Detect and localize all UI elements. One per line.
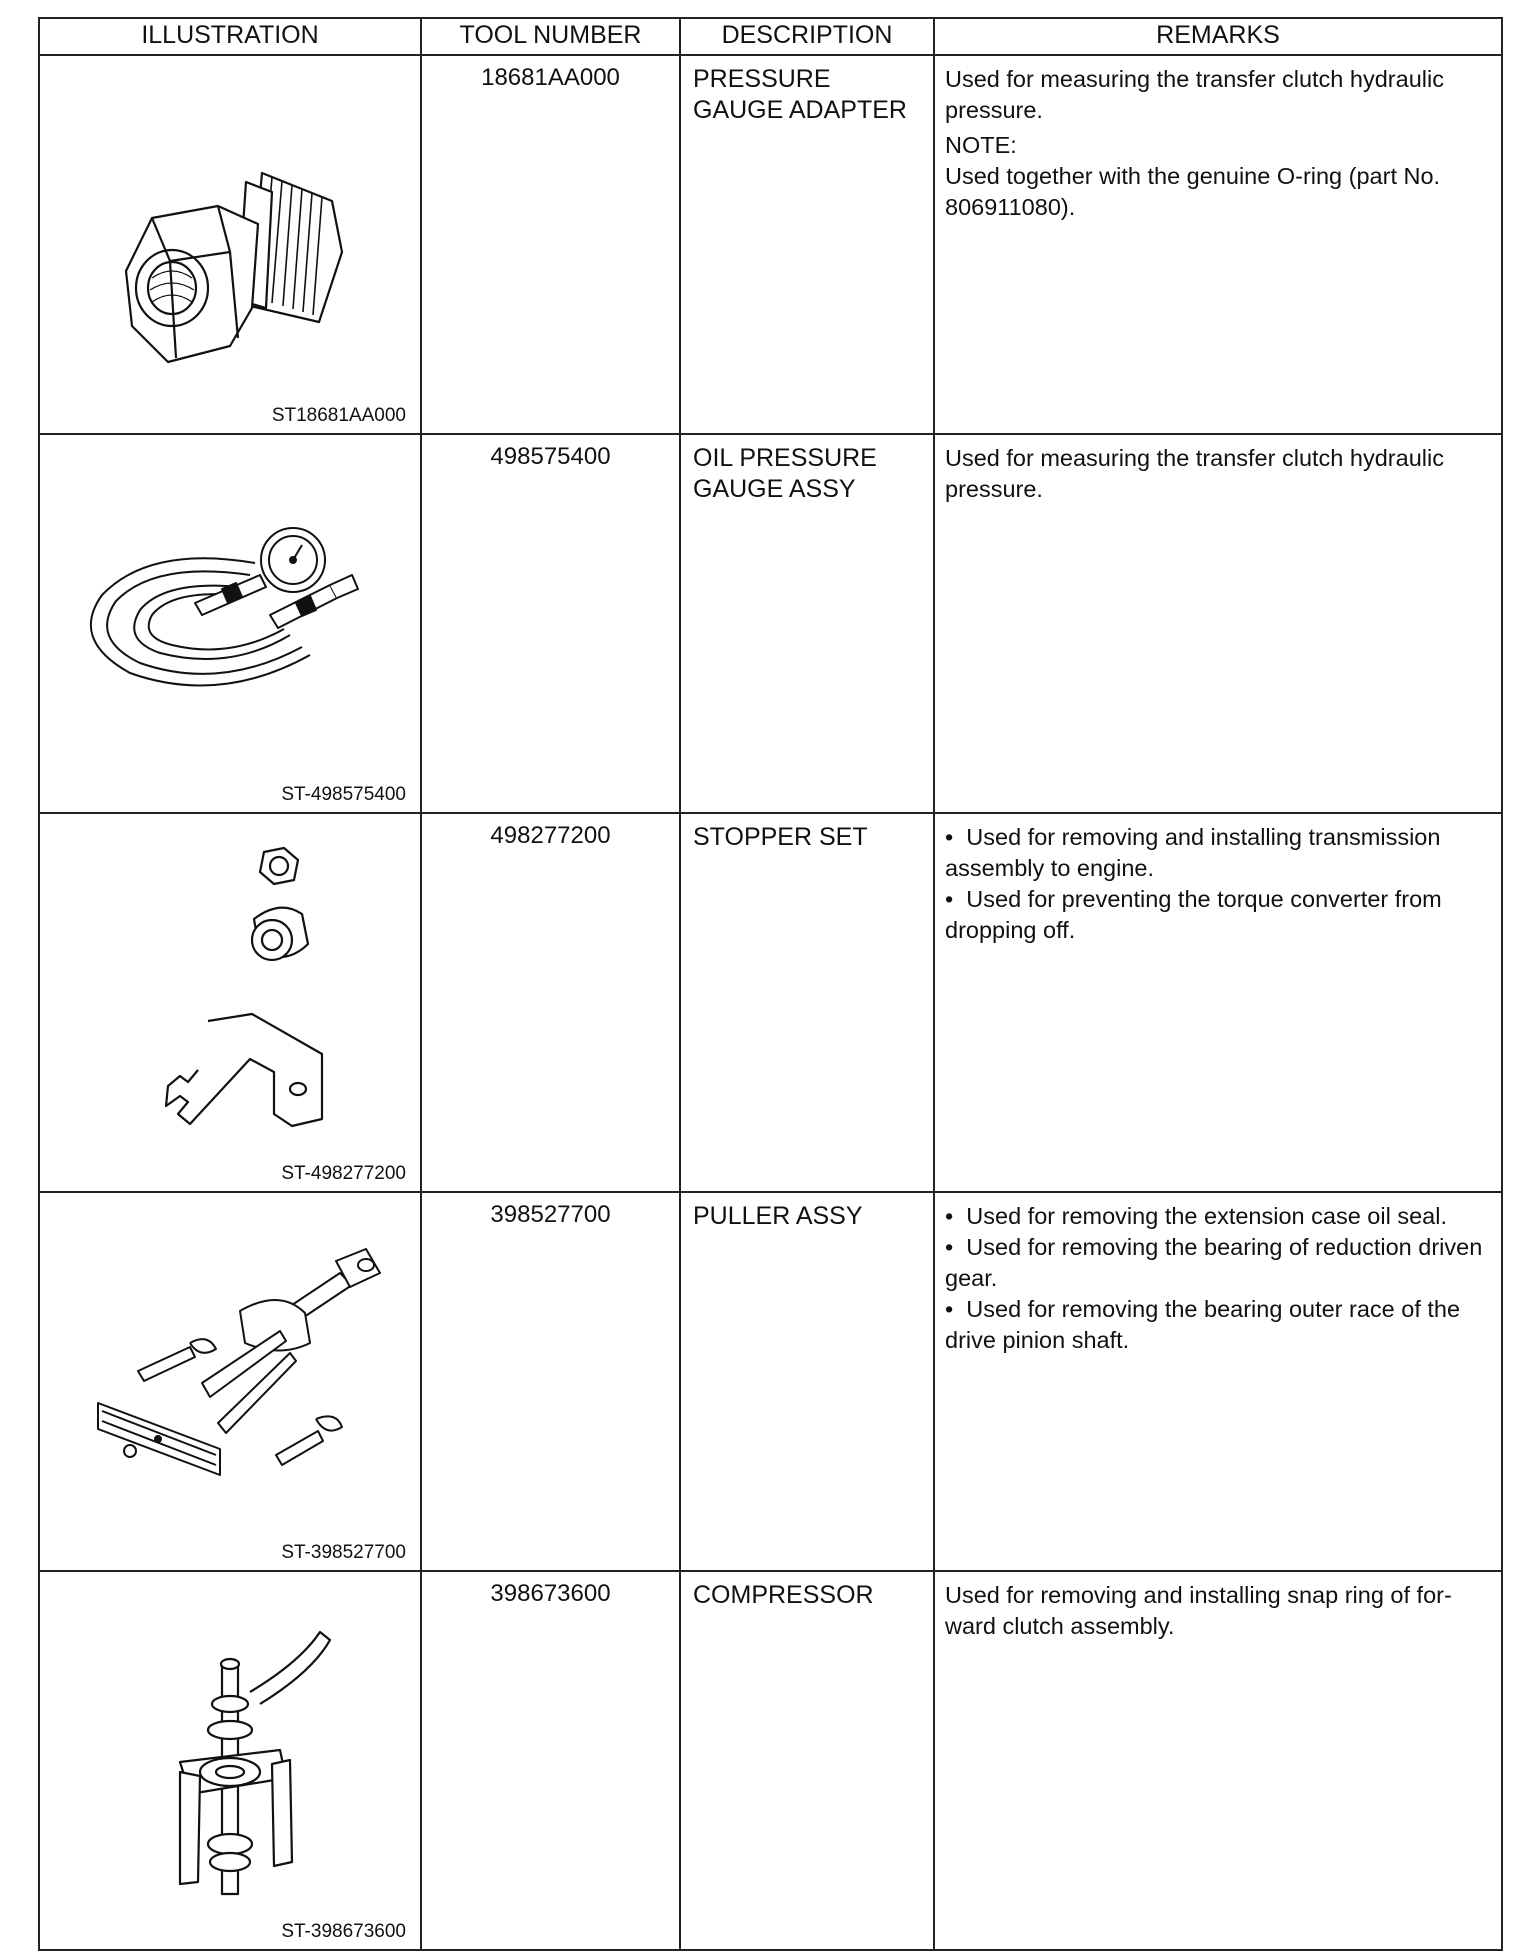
description xyxy=(680,1571,934,1950)
remark-bullet: • Used for removing the extension case oil seal. xyxy=(945,1201,1493,1232)
remark-bullet: • Used for preventing the torque converter from dropping off. xyxy=(945,884,1493,946)
illustration-cell xyxy=(39,813,421,1192)
remark-bullet: • Used for removing the bearing of reduction driven gear. xyxy=(945,1232,1493,1294)
remarks xyxy=(934,55,1502,434)
table-row xyxy=(39,813,1502,1192)
remarks xyxy=(934,813,1502,1192)
tool-number: 498575400 xyxy=(421,434,680,813)
illustration-caption: ST-498277200 xyxy=(281,1163,406,1184)
remark-text: Used for measuring the transfer clutch hydraulic pressure. xyxy=(945,445,1444,502)
description-line: PULLER ASSY xyxy=(693,1202,863,1230)
illustration-caption: ST-398673600 xyxy=(281,1921,406,1942)
header-description: DESCRIPTION xyxy=(680,18,934,55)
oil-pressure-gauge-illustration xyxy=(40,435,420,804)
header-illustration: ILLUSTRATION xyxy=(39,18,421,55)
table-row xyxy=(39,434,1502,813)
description-line: GAUGE ASSY xyxy=(693,475,856,503)
table-row xyxy=(39,1192,1502,1571)
pressure-gauge-adapter-illustration xyxy=(40,56,420,425)
remarks xyxy=(934,1571,1502,1950)
remark-bullet: • Used for removing the bearing outer race of the drive pinion shaft. xyxy=(945,1294,1493,1356)
illustration-caption: ST18681AA000 xyxy=(271,405,406,426)
description xyxy=(680,55,934,434)
illustration-cell xyxy=(39,434,421,813)
tool-number: 498277200 xyxy=(421,813,680,1192)
remarks xyxy=(934,1192,1502,1571)
header-remarks: REMARKS xyxy=(934,18,1502,55)
remark-text: Used for measuring the transfer clutch hydraulic pressure. xyxy=(945,66,1444,123)
description-line: GAUGE ADAPTER xyxy=(693,96,907,124)
description xyxy=(680,1192,934,1571)
description-line: STOPPER SET xyxy=(693,823,868,851)
description-line: PRESSURE xyxy=(693,65,831,93)
illustration-cell xyxy=(39,1571,421,1950)
remark-text: Used for removing and installing snap ring of for-ward clutch assembly. xyxy=(945,1582,1452,1639)
tool-number: 18681AA000 xyxy=(421,55,680,434)
remarks xyxy=(934,434,1502,813)
description xyxy=(680,813,934,1192)
illustration-cell xyxy=(39,1192,421,1571)
illustration-cell xyxy=(39,55,421,434)
tool-number: 398527700 xyxy=(421,1192,680,1571)
tool-number: 398673600 xyxy=(421,1571,680,1950)
table-row xyxy=(39,1571,1502,1950)
description xyxy=(680,434,934,813)
illustration-caption: ST-398527700 xyxy=(281,1542,406,1563)
puller-assy-illustration xyxy=(40,1193,420,1562)
description-line: COMPRESSOR xyxy=(693,1581,874,1609)
remark-bullet: • Used for removing and installing transmission assembly to engine. xyxy=(945,822,1493,884)
description-line: OIL PRESSURE xyxy=(693,444,877,472)
header-row xyxy=(39,18,1502,55)
compressor-illustration xyxy=(40,1572,420,1941)
special-tools-table xyxy=(38,17,1503,1951)
remark-text: Used together with the genuine O-ring (part No. 806911080). xyxy=(945,163,1441,220)
illustration-caption: ST-498575400 xyxy=(281,784,406,805)
remark-note-label: NOTE: xyxy=(945,132,1017,158)
table-row xyxy=(39,55,1502,434)
header-tool-number: TOOL NUMBER xyxy=(421,18,680,55)
stopper-set-illustration xyxy=(40,814,420,1183)
